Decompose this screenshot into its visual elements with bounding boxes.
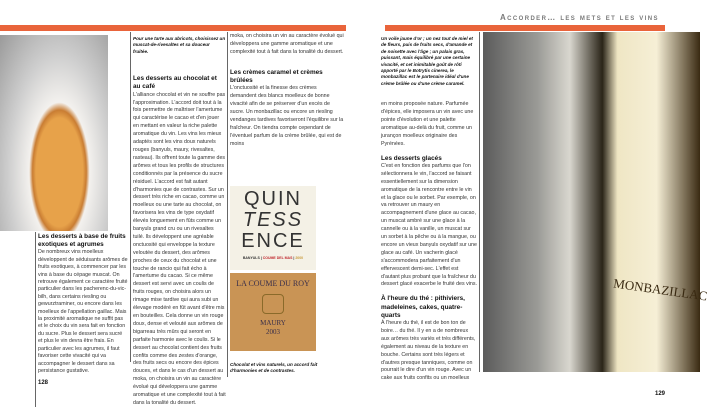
heading-caramel: Les crèmes caramel et crèmes brûlées	[230, 69, 323, 85]
bottle-label-text: MONBAZILLAC	[612, 275, 708, 304]
apricot-tart-photo	[0, 35, 108, 231]
running-head: Accorder… les mets et les vins	[500, 13, 659, 22]
column-rule	[479, 32, 480, 372]
column-exotic	[38, 233, 128, 387]
heading-ice: Les desserts glacés	[381, 154, 442, 162]
body-tea: À l'heure du thé, il est de bon ton de boire… du thé. Il y en a de nombreux aux arômes très variés et très différents, également au niveau de la texture en bouche. Certains sont très légers et d'autres presque tanniques, comme on pourrait le dire d'un vin rouge. Avec un cake aux fruits confits ou un moelleux	[381, 320, 476, 382]
label-text: BANYULS	[242, 256, 260, 260]
body-chocolate: L'alliance chocolat et vin ne souffre pas l'approximation. L'accord doit tout à la fois permettre de maîtriser l'amertume qui caractérise le cacao et d'en jouer en mettant en valeur la riche palette aromatique du vin. Les vins les mieux adaptés sont les vins doux naturels rouges (banyuls, maury, rivesaltes, rasteau). Ils offrent toute la gamme des arômes et tous les profils de structures conditionnés par la présence du sucre résiduel. L'accord est fait autant d'harmonies que de contrastes. Sur un dessert très riche en cacao, comme un moelleux ou une tarte au chocolat, on favorisera les vins de type oxydatif élevés longuement en fûts comme un banyuls grand cru ou un rivesaltes tuilé. Ils développent une agréable onctuosité qui enveloppe la texture veloutée du dessert, des arômes proches de ceux du chocolat et une touche de rancio qui fait écho à l'amertume du cacao. Si ce même dessert est servi avec un coulis de fruits rouges, on choisira alors un rimage mise tardive qui aura subi un élevage modéré en fût avant d'être mis en bouteilles. Cela donne un vin rouge doux, dense et velouté aux arômes de bigarreau très mûrs qui seront en parfaite harmonie avec le coulis. Si le dessert au chocolat contient des fruits confits comme des zestes d'orange, des fruits secs ou encore des épices douces, et dans le cas d'un dessert au moka, on choisira un vin au caractère évolué qui développera une gamme aromatique et une complexité tout à fait dans la tonalité du dessert.	[133, 91, 226, 406]
label-text: QUIN	[244, 188, 302, 210]
column-rule	[227, 32, 228, 377]
page-number-right: 129	[655, 391, 666, 397]
label-text: COUME DEL MAS	[262, 256, 293, 260]
label-text: MAURY	[260, 319, 286, 327]
label-text: 2000	[295, 256, 304, 260]
heading-chocolate: Les desserts au chocolat et au café	[133, 75, 217, 91]
accent-bar-right	[385, 25, 665, 31]
column-rule	[130, 32, 131, 362]
heading-exotic: Les desserts à base de fruits exotiques et agrumes	[38, 233, 126, 249]
column-caramel	[230, 30, 344, 149]
label-text: TESS	[242, 209, 304, 231]
body-ice: C'est en fonction des parfums que l'on sélectionnera le vin, l'accord se faisant essentiellement sur la dimension aromatique de la rencontre entre le vin et la glace ou le sorbet. Par exemple, on va retrouver un maury en accompagnement d'une glace au cacao, un muscat ambré sur une glace à la cannelle ou à la vanille, un muscat sur un sorbet à la pêche ou à la mangue, ou encore un vieux banyuls oxydatif sur une glace au café. Un vacherin glacé s'accommodera parfaitement d'un effervescent demi-sec. L'effet est d'autant plus probant que la fraîcheur du dessert glacé exacerbe le fruité des vins.	[381, 162, 477, 288]
label-text: LA COUME DU ROY	[236, 279, 310, 288]
column-rule	[35, 232, 36, 407]
bottle-photo-caption: Un voile jaune d'or ; un nez tout de miel et de fleurs, puis de fruits secs, d'amande et de noisette avec l'âge ; un palais gras, puissant, mais équilibré par une certaine vivacité, et cet inimitable goût de rôti apporté par le Botrytis cinerea, le monbazillac est le partenaire idéal d'une crème brûlée ou d'une crème caramel.	[381, 36, 473, 86]
page-number-left: 128	[38, 380, 49, 387]
column-chocolate	[133, 36, 226, 406]
wine-label-quintessence: QUIN TESS ENCE BANYULS | COUME DEL MAS | 2000	[230, 186, 316, 270]
body-chocolate-continued: moka, on choisira un vin au caractère évolué qui développera une gamme aromatique et une complexité tout à fait dans la tonalité du dessert.	[230, 33, 344, 55]
label-text: ENCE	[241, 230, 305, 252]
tart-photo-caption: Pour une tarte aux abricots, choisissez un muscat-de-rivesaltes et sa douceur fruitée.	[133, 36, 226, 54]
body-caramel: L'onctuosité et la finesse des crèmes demandent des blancs moelleux de bonne vivacité afin de se préserver d'un excès de sucre. Un monbazillac ou encore un riesling vendanges tardives favoriseront l'équilibre sur la fraîcheur. On tiendra compte cependant de l'éventuel parfum de la crème brûlée, qui est de moins	[230, 85, 344, 147]
label-text: 2003	[266, 328, 280, 336]
heading-tea: À l'heure du thé : pithiviers, madeleines, cakes, quatre-quarts	[381, 295, 465, 319]
wine-label-coume-du-roy	[230, 273, 316, 351]
monbazillac-bottle-photo	[483, 32, 708, 372]
crest-icon	[262, 294, 284, 314]
body-caramel-continued: en moins proposée nature. Parfumée d'épices, elle imposera un vin avec une pointe d'évolution et une palette aromatique au-delà du fruit, comme un jurançon moelleux originaire des Pyrénées.	[381, 101, 474, 147]
labels-caption: Chocolat et vins naturels, un accord fait d'harmonies et de contrastes.	[230, 362, 318, 374]
column-right	[381, 36, 477, 382]
body-exotic: De nombreux vins moelleux développent de séduisants arômes de fruits exotiques, à commencer par les vins à base du cépage muscat. On retrouve également ce caractère fruité particulier dans les pacherenc-du-vic-bilh, dans certains riesling ou gewurztraminer, ou encore dans les moelleux de l'appellation gaillac. Mais la proximité aromatique ne suffit pas et le choix du vin sera fait en fonction du sucre. Plus le dessert sera sucré et plus le vin devra être frais. En particulier avec les agrumes, il faut favoriser cette vivacité qui va accompagner le dessert dans sa persistance gustative.	[38, 249, 128, 374]
